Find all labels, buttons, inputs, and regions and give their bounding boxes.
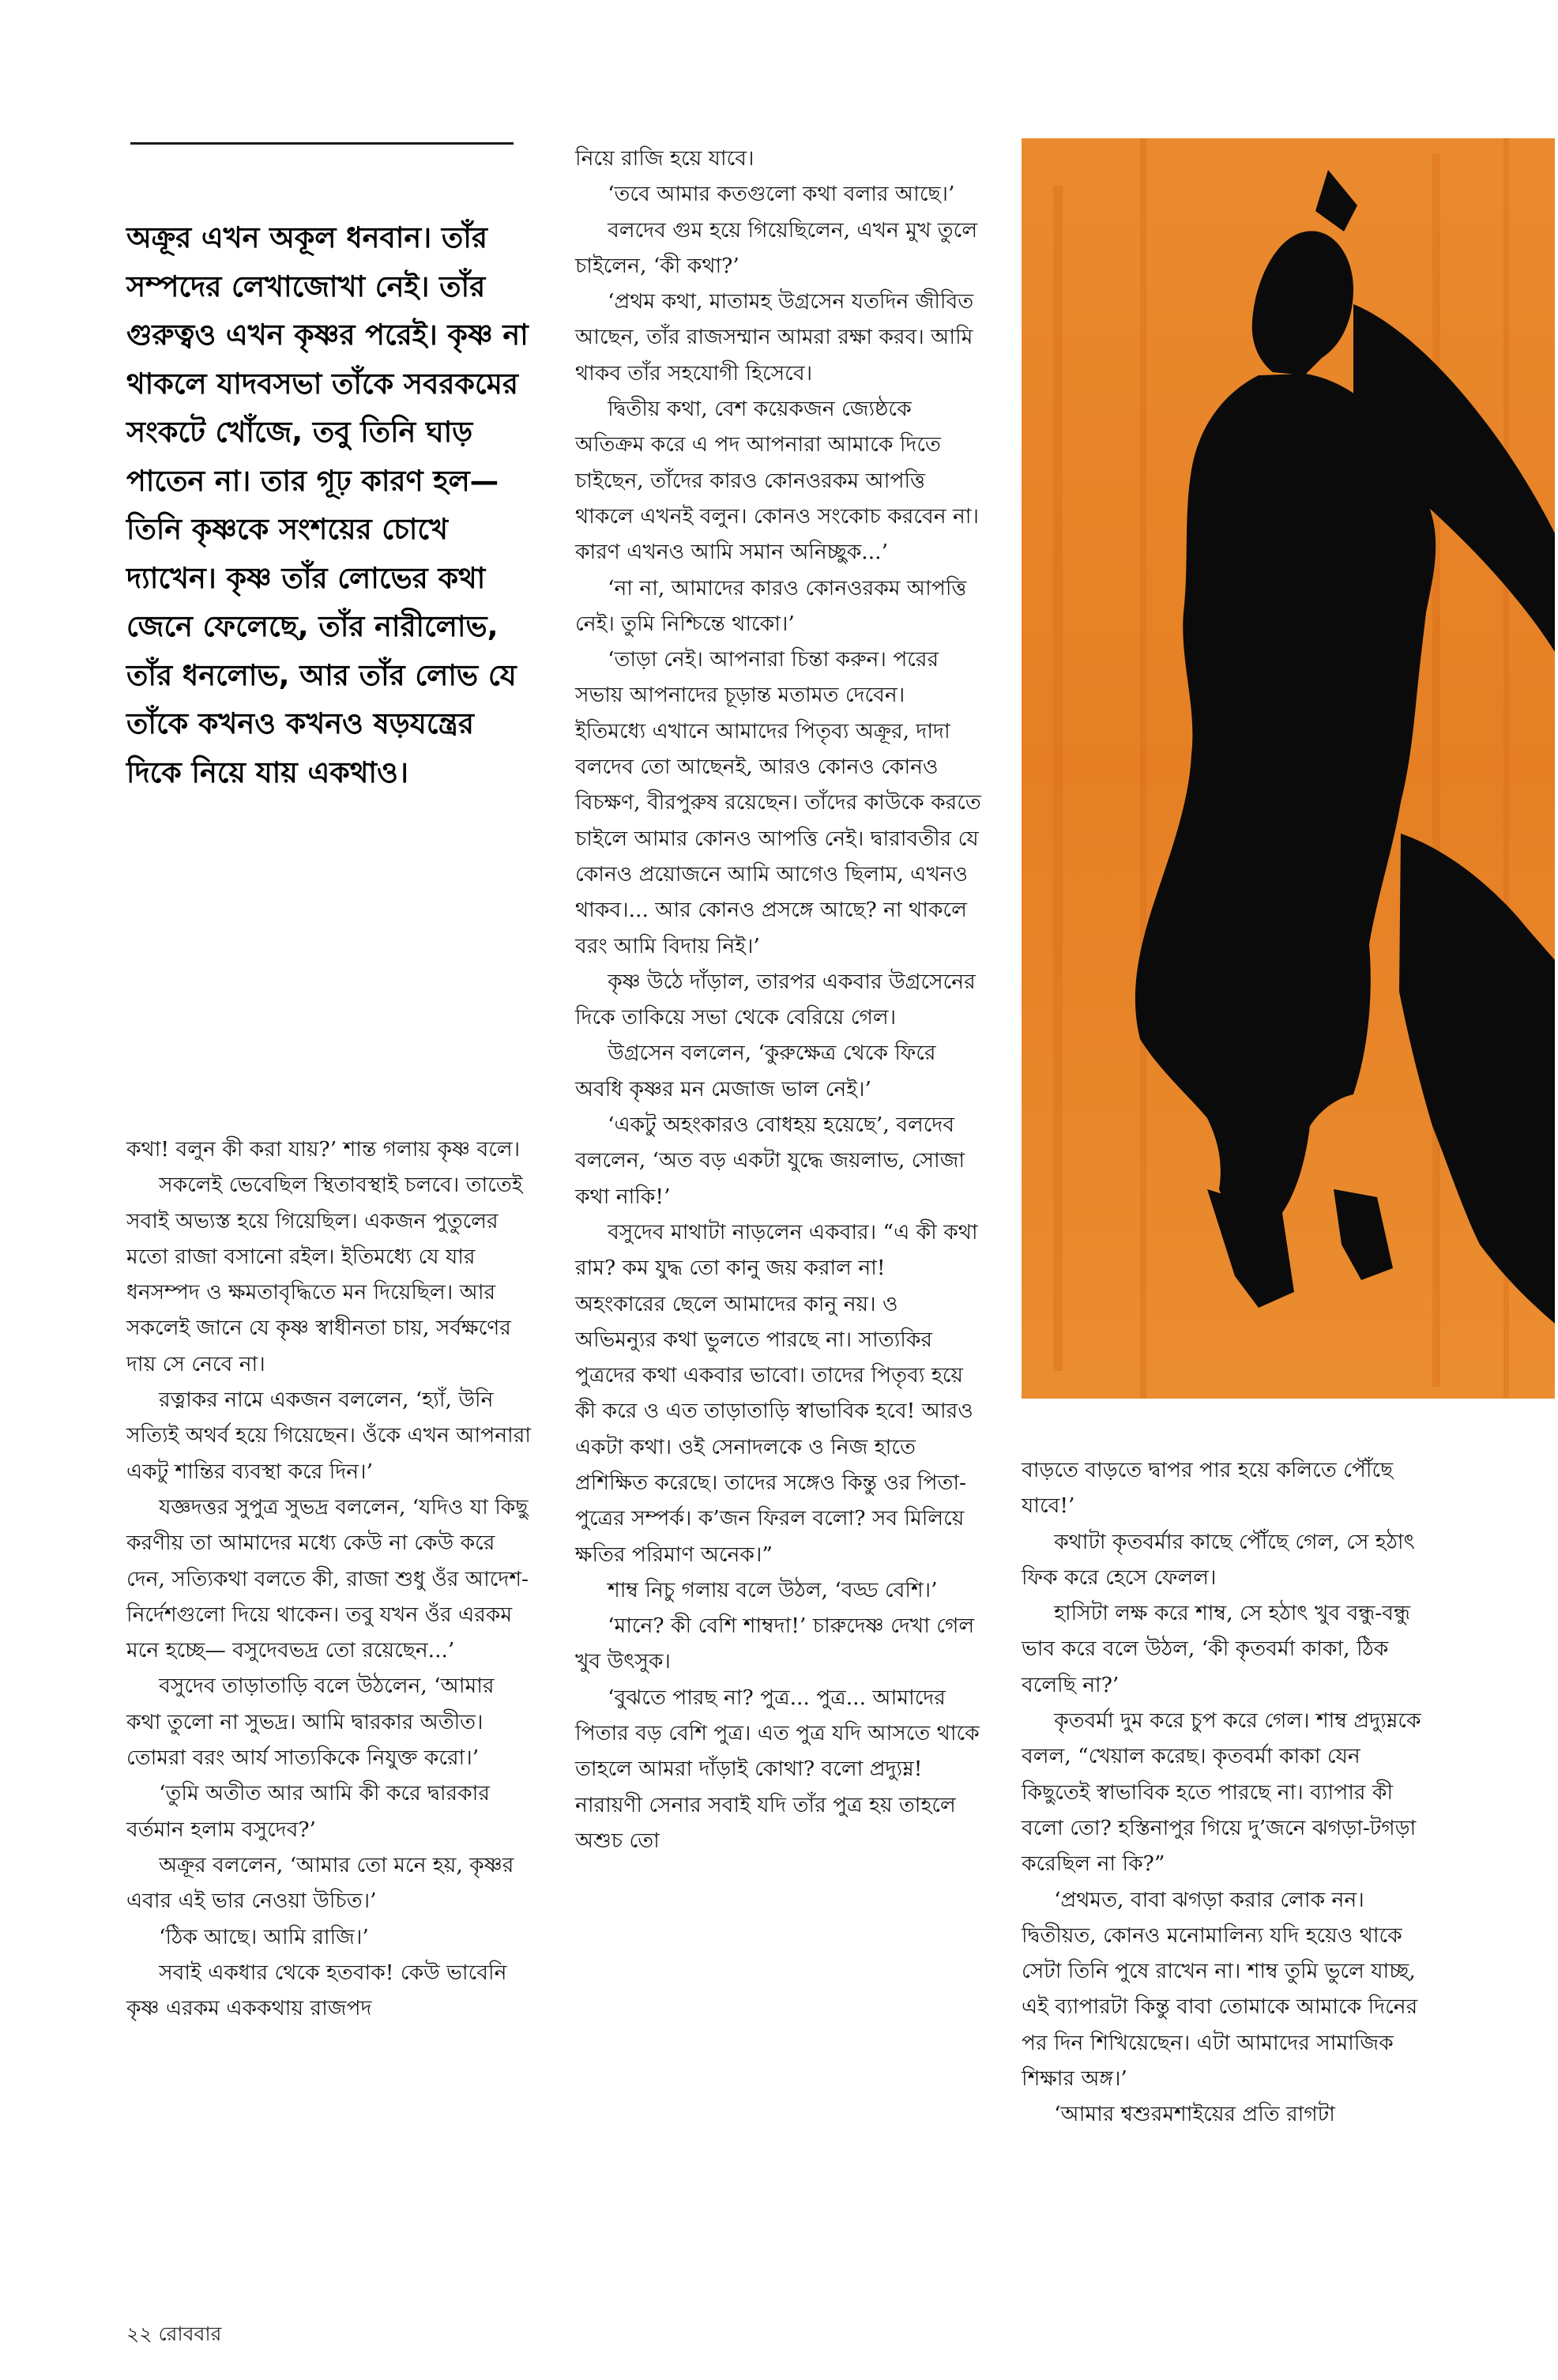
paragraph: উগ্রসেন বললেন, ‘কুরুক্ষেত্র থেকে ফিরে অবধি কৃষ্ণর মন মেজাজ ভাল নেই।’ [575,1041,936,1102]
paragraph: ‘মানে? কী বেশি শাম্বদা!’ চারুদেষ্ণ দেখা গেল খুব উৎসুক। [575,1614,975,1674]
paragraph: কৃতবর্মা দুম করে চুপ করে গেল। শাম্ব প্রদ্যুম্নকে বলল, “খেয়াল করেছ। কৃতবর্মা কাকা যেন কিছুতেই স্বাভাবিক হতে পারছে না। ব্যাপার কী বলো তো? হস্তিনাপুর গিয়ে দু’জনে ঝগড়া-টগড়া করেছিল না কি?” [1022,1708,1421,1877]
paragraph: ‘বুঝতে পারছ না? পুত্র... পুত্র... আমাদের পিতার বড় বেশি পুত্র। এত পুত্র যদি আসতে থাকে তাহলে আমরা দাঁড়াই কোথা? বলো প্রদ্যুম্ন! নারায়ণী সেনার সবাই যদি তাঁর পুত্র হয় তাহলে অশুচ তো [575,1685,980,1853]
paragraph: ‘আমার শ্বশুরমশাইয়ের প্রতি রাগটা [1054,2102,1335,2127]
paragraph: কৃষ্ণ উঠে দাঁড়াল, তারপর একবার উগ্রসেনের দিকে তাকিয়ে সভা থেকে বেরিয়ে গেল। [575,969,976,1030]
paragraph: ‘না না, আমাদের কারও কোনওরকম আপত্তি নেই। তুমি নিশ্চিন্তে থাকো।’ [575,575,967,636]
paragraph: শাম্ব নিচু গলায় বলে উঠল, ‘বড্ড বেশি।’ [608,1577,938,1602]
paragraph: রত্নাকর নামে একজন বললেন, ‘হ্যাঁ, উনি সত্যিই অথর্ব হয়ে গিয়েছেন। ওঁকে এখন আপনারা একটু শান্তির ব্যবস্থা করে দিন।’ [126,1388,531,1484]
paragraph: যজ্ঞদত্তর সুপুত্র সুভদ্র বললেন, ‘যদিও যা কিছু করণীয় তা আমাদের মধ্যে কেউ না কেউ করে দেন, সত্যিকথা বলতে কী, রাজা শুধু ওঁর আদেশ-নির্দেশগুলো দিয়ে থাকেন। তবু যখন ওঁর এরকম মনে হচ্ছে— বসুদেবভদ্র তো রয়েছেন...’ [126,1494,529,1663]
text-column-3 [1022,1452,1434,2133]
silhouette-illustration-svg [1022,138,1555,1399]
text-column-1 [126,1132,533,2026]
paragraph: ‘তুমি অতীত আর আমি কী করে দ্বারকার বর্তমান হলাম বসুদেব?’ [126,1781,490,1842]
text-column-2 [575,141,981,1858]
paragraph: হাসিটা লক্ষ করে শাম্ব, সে হঠাৎ খুব বন্ধু-বন্ধু ভাব করে বলে উঠল, ‘কী কৃতবর্মা কাকা, ঠিক বলেছি না?’ [1022,1601,1410,1697]
paragraph: ‘একটু অহংকারও বোধহয় হয়েছে’, বলদেব বললেন, ‘অত বড় একটা যুদ্ধে জয়লাভ, সোজা কথা নাকি!’ [575,1113,965,1209]
paragraph: নিয়ে রাজি হয়ে যাবে। [575,146,755,171]
paragraph: বসুদেব মাথাটা নাড়লেন একবার। “এ কী কথা রাম? কম যুদ্ধ তো কানু জয় করাল না! অহংকারের ছেলে আমাদের কানু নয়। ও অভিমন্যুর কথা ভুলতে পারছে না। সাত্যকির পুত্রদের কথা একবার ভাবো। তাদের পিতৃব্য হয়ে কী করে ও এত তাড়াতাড়ি স্বাভাবিক হবে! আরও একটা কথা। ওই সেনাদলকে ও নিজ হাতে প্রশিক্ষিত করেছে। তাদের সঙ্গেও কিন্তু ওর পিতা-পুত্রের সম্পর্ক। ক’জন ফিরল বলো? সব মিলিয়ে ক্ষতির পরিমাণ অনেক।” [575,1219,978,1567]
paragraph: ‘প্রথম কথা, মাতামহ উগ্রসেন যতদিন জীবিত আছেন, তাঁর রাজসম্মান আমরা রক্ষা করব। আমি থাকব তাঁর সহযোগী হিসেবে। [575,289,974,386]
pull-quote: অক্রূর এখন অকূল ধনবান। তাঁর সম্পদের লেখাজোখা নেই। তাঁর গুরুত্বও এখন কৃষ্ণর পরেই। কৃষ্ণ না থাকলে যাদবসভা তাঁকে সবরকমের সংকটে খোঁজে, তবু তিনি ঘাড় পাতেন না। তার গূঢ় কারণ হল— তিনি কৃষ্ণকে সংশয়ের চোখে দ্যাখেন। কৃষ্ণ তাঁর লোভের কথা জেনে ফেলেছে, তাঁর নারীলোভ, তাঁর ধনলোভ, আর তাঁর লোভ যে তাঁকে কখনও কখনও ষড়যন্ত্রের দিকে নিয়ে যায় একথাও। [126,220,529,789]
paragraph: অক্রূর বললেন, ‘আমার তো মনে হয়, কৃষ্ণর এবার এই ভার নেওয়া উচিত।’ [126,1852,514,1914]
paragraph: সকলেই ভেবেছিল স্থিতাবস্থাই চলবে। তাতেই সবাই অভ্যস্ত হয়ে গিয়েছিল। একজন পুতুলের মতো রাজা বসানো রইল। ইতিমধ্যে যে যার ধনসম্পদ ও ক্ষমতাবৃদ্ধিতে মন দিয়েছিল। আর সকলেই জানে যে কৃষ্ণ স্বাধীনতা চায়, সর্বক্ষণের দায় সে নেবে না। [126,1173,523,1376]
paragraph: ‘তবে আমার কতগুলো কথা বলার আছে।’ [608,182,955,207]
paragraph: বাড়তে বাড়তে দ্বাপর পার হয়ে কলিতে পৌঁছে যাবে!’ [1022,1458,1394,1519]
pull-quote-rule [130,142,514,145]
paragraph: ‘প্রথমত, বাবা ঝগড়া করার লোক নন। দ্বিতীয়ত, কোনও মনোমালিন্য যদি হয়েও থাকে সেটা তিনি পুষে রাখেন না। শাম্ব তুমি ভুলে যাচ্ছ, এই ব্যাপারটা কিন্তু বাবা তোমাকে আমাকে দিনের পর দিন শিখিয়েছেন। এটা আমাদের সামাজিক শিক্ষার অঙ্গ।’ [1022,1887,1418,2092]
paragraph: সবাই একধার থেকে হতবাক! কেউ ভাবেনি কৃষ্ণ এরকম এককথায় রাজপদ [126,1960,507,2021]
silhouette-illustration [1022,138,1555,1399]
page-folio: ২২ রোববার [126,2322,222,2345]
paragraph: কথাটা কৃতবর্মার কাছে পৌঁছে গেল, সে হঠাৎ ফিক করে হেসে ফেলল। [1022,1529,1415,1590]
paragraph: বলদেব গুম হয়ে গিয়েছিলেন, এখন মুখ তুলে চাইলেন, ‘কী কথা?’ [575,217,978,278]
paragraph: ‘তাড়া নেই। আপনারা চিন্তা করুন। পরের সভায় আপনাদের চূড়ান্ত মতামত দেবেন। ইতিমধ্যে এখানে আমাদের পিতৃব্য অক্রূর, দাদা বলদেব তো আছেনই, আরও কোনও কোনও বিচক্ষণ, বীরপুরুষ রয়েছেন। তাঁদের কাউকে করতে চাইলে আমার কোনও আপত্তি নেই। দ্বারাবতীর যে কোনও প্রয়োজনে আমি আগেও ছিলাম, এখনও থাকব।... আর কোনও প্রসঙ্গে আছে? না থাকলে বরং আমি বিদায় নিই।’ [575,647,981,958]
paragraph: দ্বিতীয় কথা, বেশ কয়েকজন জ্যেষ্ঠকে অতিক্রম করে এ পদ আপনারা আমাকে দিতে চাইছেন, তাঁদের কারও কোনওরকম আপত্তি থাকলে এখনই বলুন। কোনও সংকোচ করবেন না। কারণ এখনও আমি সমান অনিচ্ছুক...’ [575,397,979,565]
paragraph: ‘ঠিক আছে। আমি রাজি।’ [159,1924,369,1949]
paragraph: কথা! বলুন কী করা যায়?’ শান্ত গলায় কৃষ্ণ বলে। [126,1137,521,1162]
paragraph: বসুদেব তাড়াতাড়ি বলে উঠলেন, ‘আমার কথা তুলো না সুভদ্র। আমি দ্বারকার অতীত। তোমরা বরং আর্য সাত্যকিকে নিযুক্ত করো।’ [126,1674,495,1771]
